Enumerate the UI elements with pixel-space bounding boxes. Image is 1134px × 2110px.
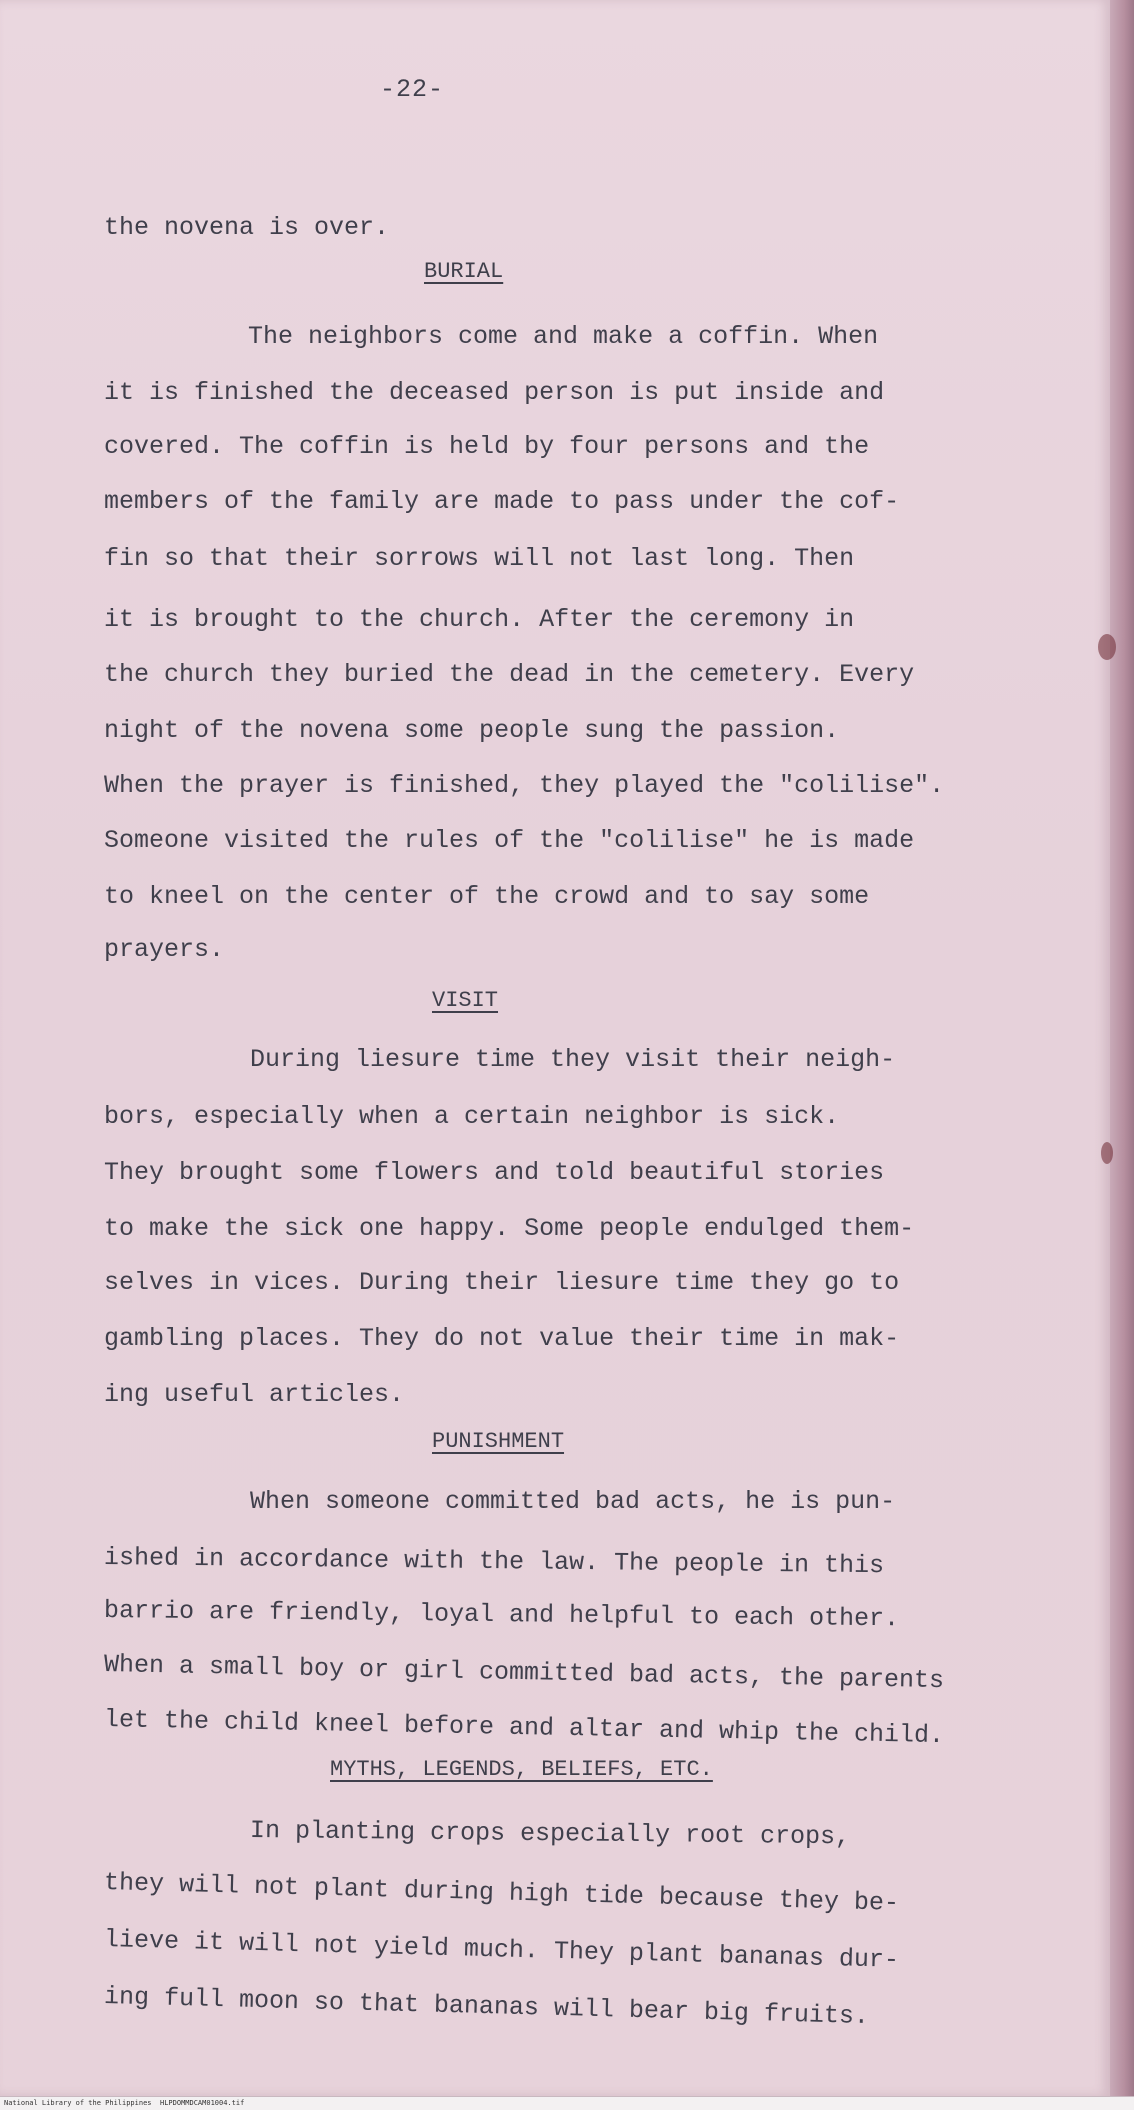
page-stain — [1098, 634, 1116, 660]
text-line: bors, especially when a certain neighbor is sick. — [104, 1102, 840, 1131]
text-line: it is finished the deceased person is put inside and — [104, 378, 885, 407]
text-line: selves in vices. During their liesure time they go to — [104, 1268, 900, 1297]
text-line: In planting crops especially root crops, — [249, 1816, 851, 1852]
text-line: the church they buried the dead in the cemetery. Every — [104, 660, 915, 689]
text-line: covered. The coffin is held by four persons and the — [104, 432, 870, 461]
footer-library-label: National Library of the Philippines — [4, 2099, 152, 2107]
text-line: Someone visited the rules of the "colilise" he is made — [104, 826, 915, 855]
text-line: let the child kneel before and altar and whip the child. — [103, 1705, 945, 1751]
text-line: they will not plant during high tide because they be- — [103, 1868, 900, 1918]
text-line: When someone committed bad acts, he is pun- — [250, 1487, 896, 1516]
text-line: lieve it will not yield much. They plant bananas dur- — [103, 1925, 900, 1975]
text-line: ished in accordance with the law. The people in this — [103, 1543, 885, 1581]
text-line: They brought some flowers and told beautiful stories — [104, 1158, 885, 1187]
text-line: ing full moon so that bananas will bear big fruits. — [103, 1982, 870, 2032]
section-heading-punishment: PUNISHMENT — [432, 1429, 565, 1454]
text-line: prayers. — [104, 935, 225, 964]
text-line: the novena is over. — [104, 213, 390, 242]
text-line: barrio are friendly, loyal and helpful to each other. — [103, 1596, 900, 1634]
scan-footer — [0, 2096, 1134, 2110]
text-line: During liesure time they visit their neigh- — [250, 1045, 896, 1074]
text-line: ing useful articles. — [104, 1380, 405, 1409]
text-line: When a small boy or girl committed bad acts, the parents — [103, 1650, 945, 1696]
text-line: to make the sick one happy. Some people endulged them- — [104, 1214, 915, 1243]
text-line: gambling places. They do not value their time in mak- — [104, 1324, 900, 1353]
section-heading-myths-legends-beliefs: MYTHS, LEGENDS, BELIEFS, ETC. — [330, 1757, 713, 1782]
text-line: members of the family are made to pass under the cof- — [104, 487, 900, 516]
page-number: -22- — [380, 75, 445, 104]
section-heading-burial: BURIAL — [424, 259, 504, 284]
text-line: it is brought to the church. After the ceremony in — [104, 605, 855, 634]
text-line: to kneel on the center of the crowd and to say some — [104, 882, 870, 911]
text-line: When the prayer is finished, they played the "colilise". — [104, 771, 945, 800]
text-line: fin so that their sorrows will not last long. Then — [104, 544, 855, 573]
footer-file-name: HLPDOMMDCAM01004.tif — [160, 2099, 245, 2107]
page-edge-shadow — [1110, 0, 1134, 2096]
text-line: night of the novena some people sung the passion. — [104, 716, 840, 745]
text-line: The neighbors come and make a coffin. When — [248, 322, 879, 351]
page-stain — [1101, 1142, 1113, 1164]
section-heading-visit: VISIT — [432, 988, 499, 1013]
